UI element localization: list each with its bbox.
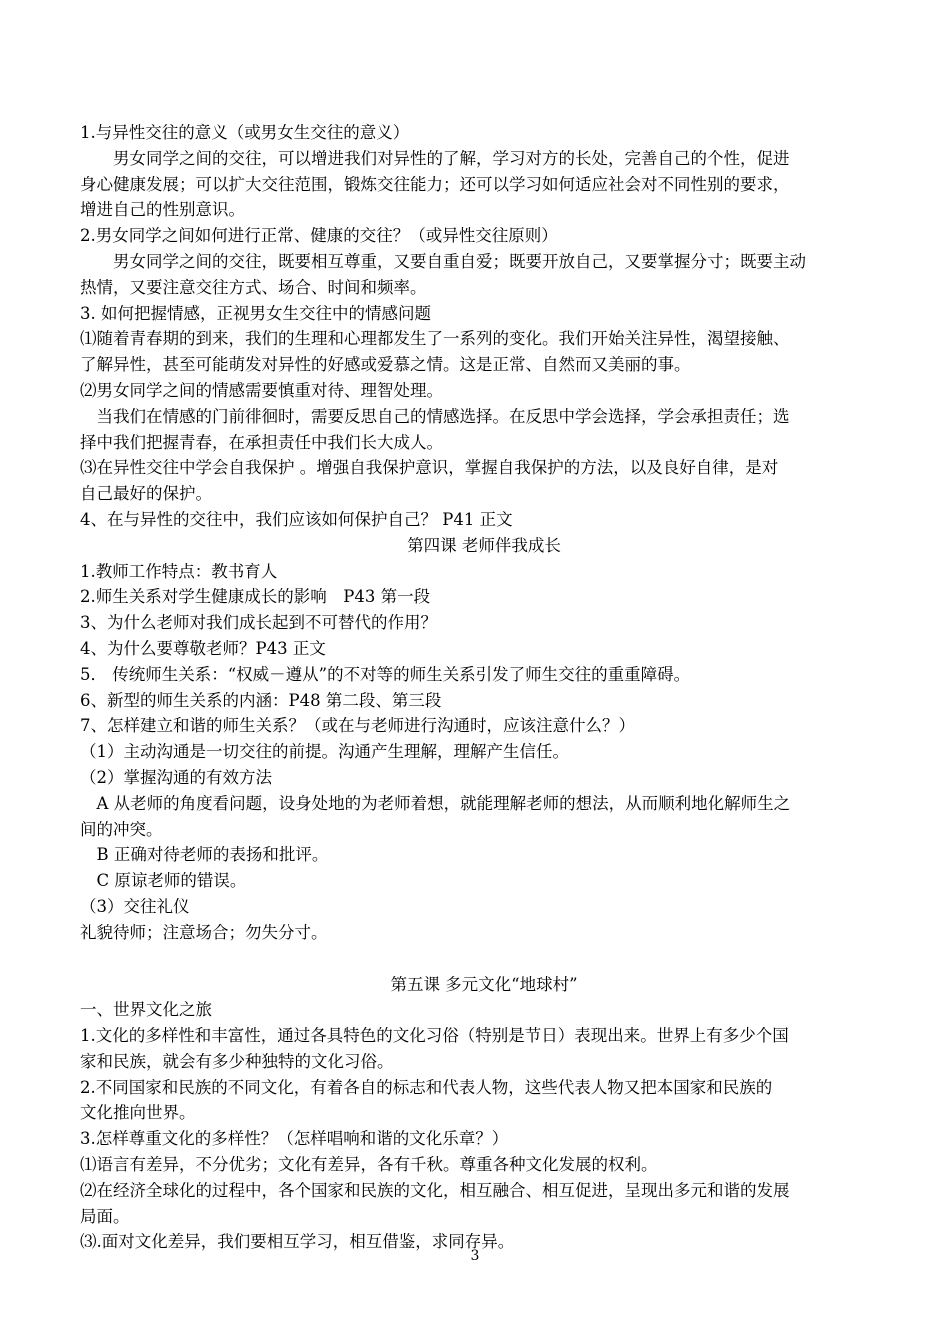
text-line: 3、为什么老师对我们成长起到不可替代的作用？ (80, 613, 437, 633)
text-line: 了解异性，甚至可能萌发对异性的好感或爱慕之情。这是正常、自然而又美丽的事。 (80, 355, 691, 375)
text-line: A 从老师的角度看问题，设身处地的为老师着想，就能理解老师的想法，从而顺利地化解师生之 (80, 793, 791, 813)
text-line: （1）主动沟通是一切交往的前提。沟通产生理解，理解产生信任。 (80, 742, 569, 762)
text-line: ⑴随着青春期的到来，我们的生理和心理都发生了一系列的变化。我们开始关注异性，渴望接触、 (80, 329, 790, 349)
text-line: 男女同学之间的交往，既要相互尊重，又要自重自爱；既要开放自己，又要掌握分寸；既要主动 (80, 251, 806, 271)
text-line: 4、为什么要尊敬老师？P43 正文 (80, 638, 326, 658)
text-line: B 正确对待老师的表扬和批评。 (80, 845, 329, 865)
text-line: ⑶.面对文化差异，我们要相互学习，相互借鉴，求同存异。 (80, 1232, 515, 1252)
text-line: 一、世界文化之旅 (80, 1000, 212, 1020)
text-line: 当我们在情感的门前徘徊时，需要反思自己的情感选择。在反思中学会选择，学会承担责任；选 (80, 406, 790, 426)
text-line: 家和民族，就会有多少种独特的文化习俗。 (80, 1051, 394, 1071)
text-line: 5． 传统师生关系：“权威－遵从”的不对等的师生关系引发了师生交往的重重障碍。 (80, 664, 691, 684)
text-line: 3. 如何把握情感，正视男女生交往中的情感问题 (80, 303, 431, 323)
text-line: 局面。 (80, 1206, 130, 1226)
text-line: 6、新型的师生关系的内涵：P48 第二段、第三段 (80, 690, 442, 710)
text-line: 增进自己的性别意识。 (80, 200, 245, 220)
section-heading-lesson-4: 第四课 老师伴我成长 (407, 535, 561, 555)
text-line: 自己最好的保护。 (80, 484, 212, 504)
text-line: ⑶在异性交往中学会自我保护 。增强自我保护意识，掌握自我保护的方法，以及良好自律，是对 (80, 458, 779, 478)
section-heading-lesson-5: 第五课 多元文化“地球村” (390, 974, 578, 994)
text-line: （2）掌握沟通的有效方法 (80, 767, 272, 787)
text-line: C 原谅老师的错误。 (80, 871, 247, 891)
text-line: 1.教师工作特点：教书育人 (80, 561, 278, 581)
text-line: 间的冲突。 (80, 819, 163, 839)
spacer (80, 946, 888, 972)
text-line: 3.怎样尊重文化的多样性？（怎样唱响和谐的文化乐章？） (80, 1129, 509, 1149)
page-number: 3 (470, 1248, 480, 1264)
text-line: （3）交往礼仪 (80, 896, 190, 916)
document-body (80, 120, 888, 1255)
text-line: ⑴语言有差异，不分优劣；文化有差异，各有千秋。尊重各种文化发展的权利。 (80, 1155, 658, 1175)
text-line: 4、在与异性的交往中，我们应该如何保护自己？ P41 正文 (80, 509, 513, 529)
text-line: ⑵男女同学之间的情感需要慎重对待、理智处理。 (80, 380, 443, 400)
text-line: ⑵在经济全球化的过程中，各个国家和民族的文化，相互融合、相互促进，呈现出多元和谐的发展 (80, 1180, 790, 1200)
text-line: 7、怎样建立和谐的师生关系？（或在与老师进行沟通时，应该注意什么？） (80, 716, 635, 736)
text-line: 礼貌待师；注意场合；勿失分寸。 (80, 922, 328, 942)
text-line: 身心健康发展；可以扩大交往范围，锻炼交往能力；还可以学习如何适应社会对不同性别的要求， (80, 174, 790, 194)
text-line: 文化推向世界。 (80, 1103, 196, 1123)
text-line: 1.与异性交往的意义（或男女生交往的意义） (80, 123, 410, 142)
text-line: 择中我们把握青春，在承担责任中我们长大成人。 (80, 432, 443, 452)
text-line: 2.男女同学之间如何进行正常、健康的交往？（或异性交往原则） (80, 226, 558, 246)
text-line: 热情，又要注意交往方式、场合、时间和频率。 (80, 277, 427, 297)
text-line: 2.不同国家和民族的不同文化，有着各自的标志和代表人物，这些代表人物又把本国家和民族的 (80, 1077, 773, 1097)
text-line: 2.师生关系对学生健康成长的影响 P43 第一段 (80, 587, 431, 607)
text-line: 1.文化的多样性和丰富性，通过各具特色的文化习俗（特别是节日）表现出来。世界上有多少个国 (80, 1026, 789, 1046)
text-line: 男女同学之间的交往，可以增进我们对异性的了解，学习对方的长处，完善自己的个性，促进 (80, 148, 790, 168)
